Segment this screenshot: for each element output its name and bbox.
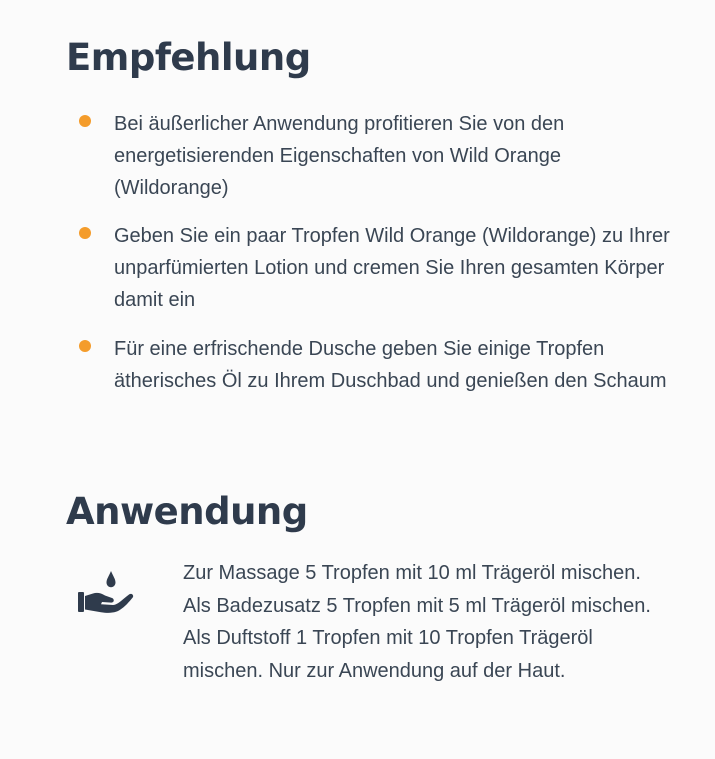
list-item [76,108,676,204]
bullet-icon [79,115,91,127]
list-item-text: Geben Sie ein paar Tropfen Wild Orange (Wildorange) zu Ihrer unparfümierten Lotion und cremen Sie Ihren gesamten Körper damit ein [114,225,670,311]
usage-text: Zur Massage 5 Tropfen mit 10 ml Trägeröl mischen. Als Badezusatz 5 Tropfen mit 5 ml Trägeröl mischen. Als Duftstoff 1 Tropfen mit 10 Tropfen Trägeröl mischen. Nur zur Anwendung auf der Haut. [183,562,651,682]
recommendation-list [76,108,676,413]
list-item [76,220,676,316]
usage-heading: Anwendung [66,490,308,533]
list-item [76,333,676,397]
list-item-text: Für eine erfrischende Dusche geben Sie einige Tropfen ätherisches Öl zu Ihrem Duschbad und genießen den Schaum [114,338,667,392]
recommendation-heading: Empfehlung [66,36,311,79]
usage-block [72,557,672,727]
bullet-icon [79,340,91,352]
hand-drop-icon [76,569,134,617]
list-item-text: Bei äußerlicher Anwendung profitieren Sie von den energetisierenden Eigenschaften von Wild Orange (Wildorange) [114,113,565,199]
bullet-icon [79,227,91,239]
